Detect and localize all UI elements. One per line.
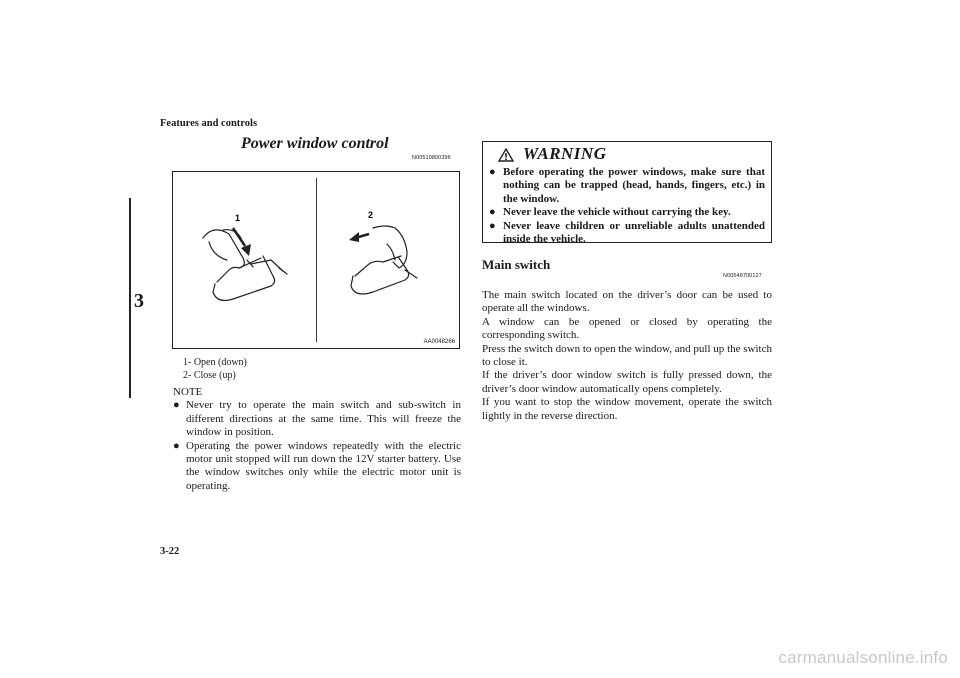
caption-open: 1- Open (down) [183,357,247,368]
paragraph: If the driver’s door window switch is fully pressed down, the driver’s door window automatically opens completely. [482,369,772,395]
bullet-icon: ● [173,399,180,412]
site-watermark: carmanualsonline.info [778,648,948,667]
caption-close: 2- Close (up) [183,370,236,381]
page-number: 3-22 [160,546,180,557]
note-block [173,386,461,493]
warning-header [483,142,771,166]
paragraph: Press the switch down to open the window, and pull up the switch to close it. [482,342,772,369]
warning-item: ● Never leave children or unreliable adults unattended inside the vehicle. [489,219,765,246]
figure-divider [316,178,317,342]
paragraph: The main switch located on the driver’s door can be used to operate all the windows. [482,289,772,315]
figure-label-open: 1 [235,213,241,223]
power-window-figure [172,171,460,349]
warning-item: ● Before operating the power windows, make sure that nothing can be trapped (head, hands, fingers, etc.) in the window. [489,166,765,205]
warning-box [482,141,772,246]
bullet-icon: ● [489,219,496,232]
bullet-icon: ● [489,166,496,178]
paragraph: A window can be opened or closed by operating the corresponding switch. [482,315,772,342]
note-item: ● Never try to operate the main switch and sub-switch in different directions at the same time. This will freeze the window in position. [173,399,461,439]
figure-code: AA0048266 [423,339,455,345]
figure-label-close: 2 [368,210,374,220]
paragraph: If you want to stop the window movement, operate the switch lightly in the reverse direction. [482,396,772,422]
note-item: ● Operating the power windows repeatedly with the electric motor unit stopped will run down the 12V starter battery. Use the window switches only while the electric motor unit is operating. [173,439,461,492]
figure-captions [183,356,247,382]
title-reference-code: N00510800396 [412,155,451,161]
warning-title: WARNING [523,144,607,163]
section-reference-code: N00548700127 [723,273,762,279]
page-title: Power window control [241,135,389,152]
note-label: NOTE [173,386,203,398]
chapter-number: 3 [134,290,144,312]
chapter-tab-bar [129,198,131,398]
running-header: Features and controls [160,118,258,129]
main-switch-body [482,289,772,423]
bullet-icon: ● [173,439,180,452]
warning-item: ● Never leave the vehicle without carrying the key. [489,206,731,219]
warning-triangle-icon [498,148,514,162]
bullet-icon: ● [489,206,496,219]
section-heading: Main switch [482,257,551,272]
